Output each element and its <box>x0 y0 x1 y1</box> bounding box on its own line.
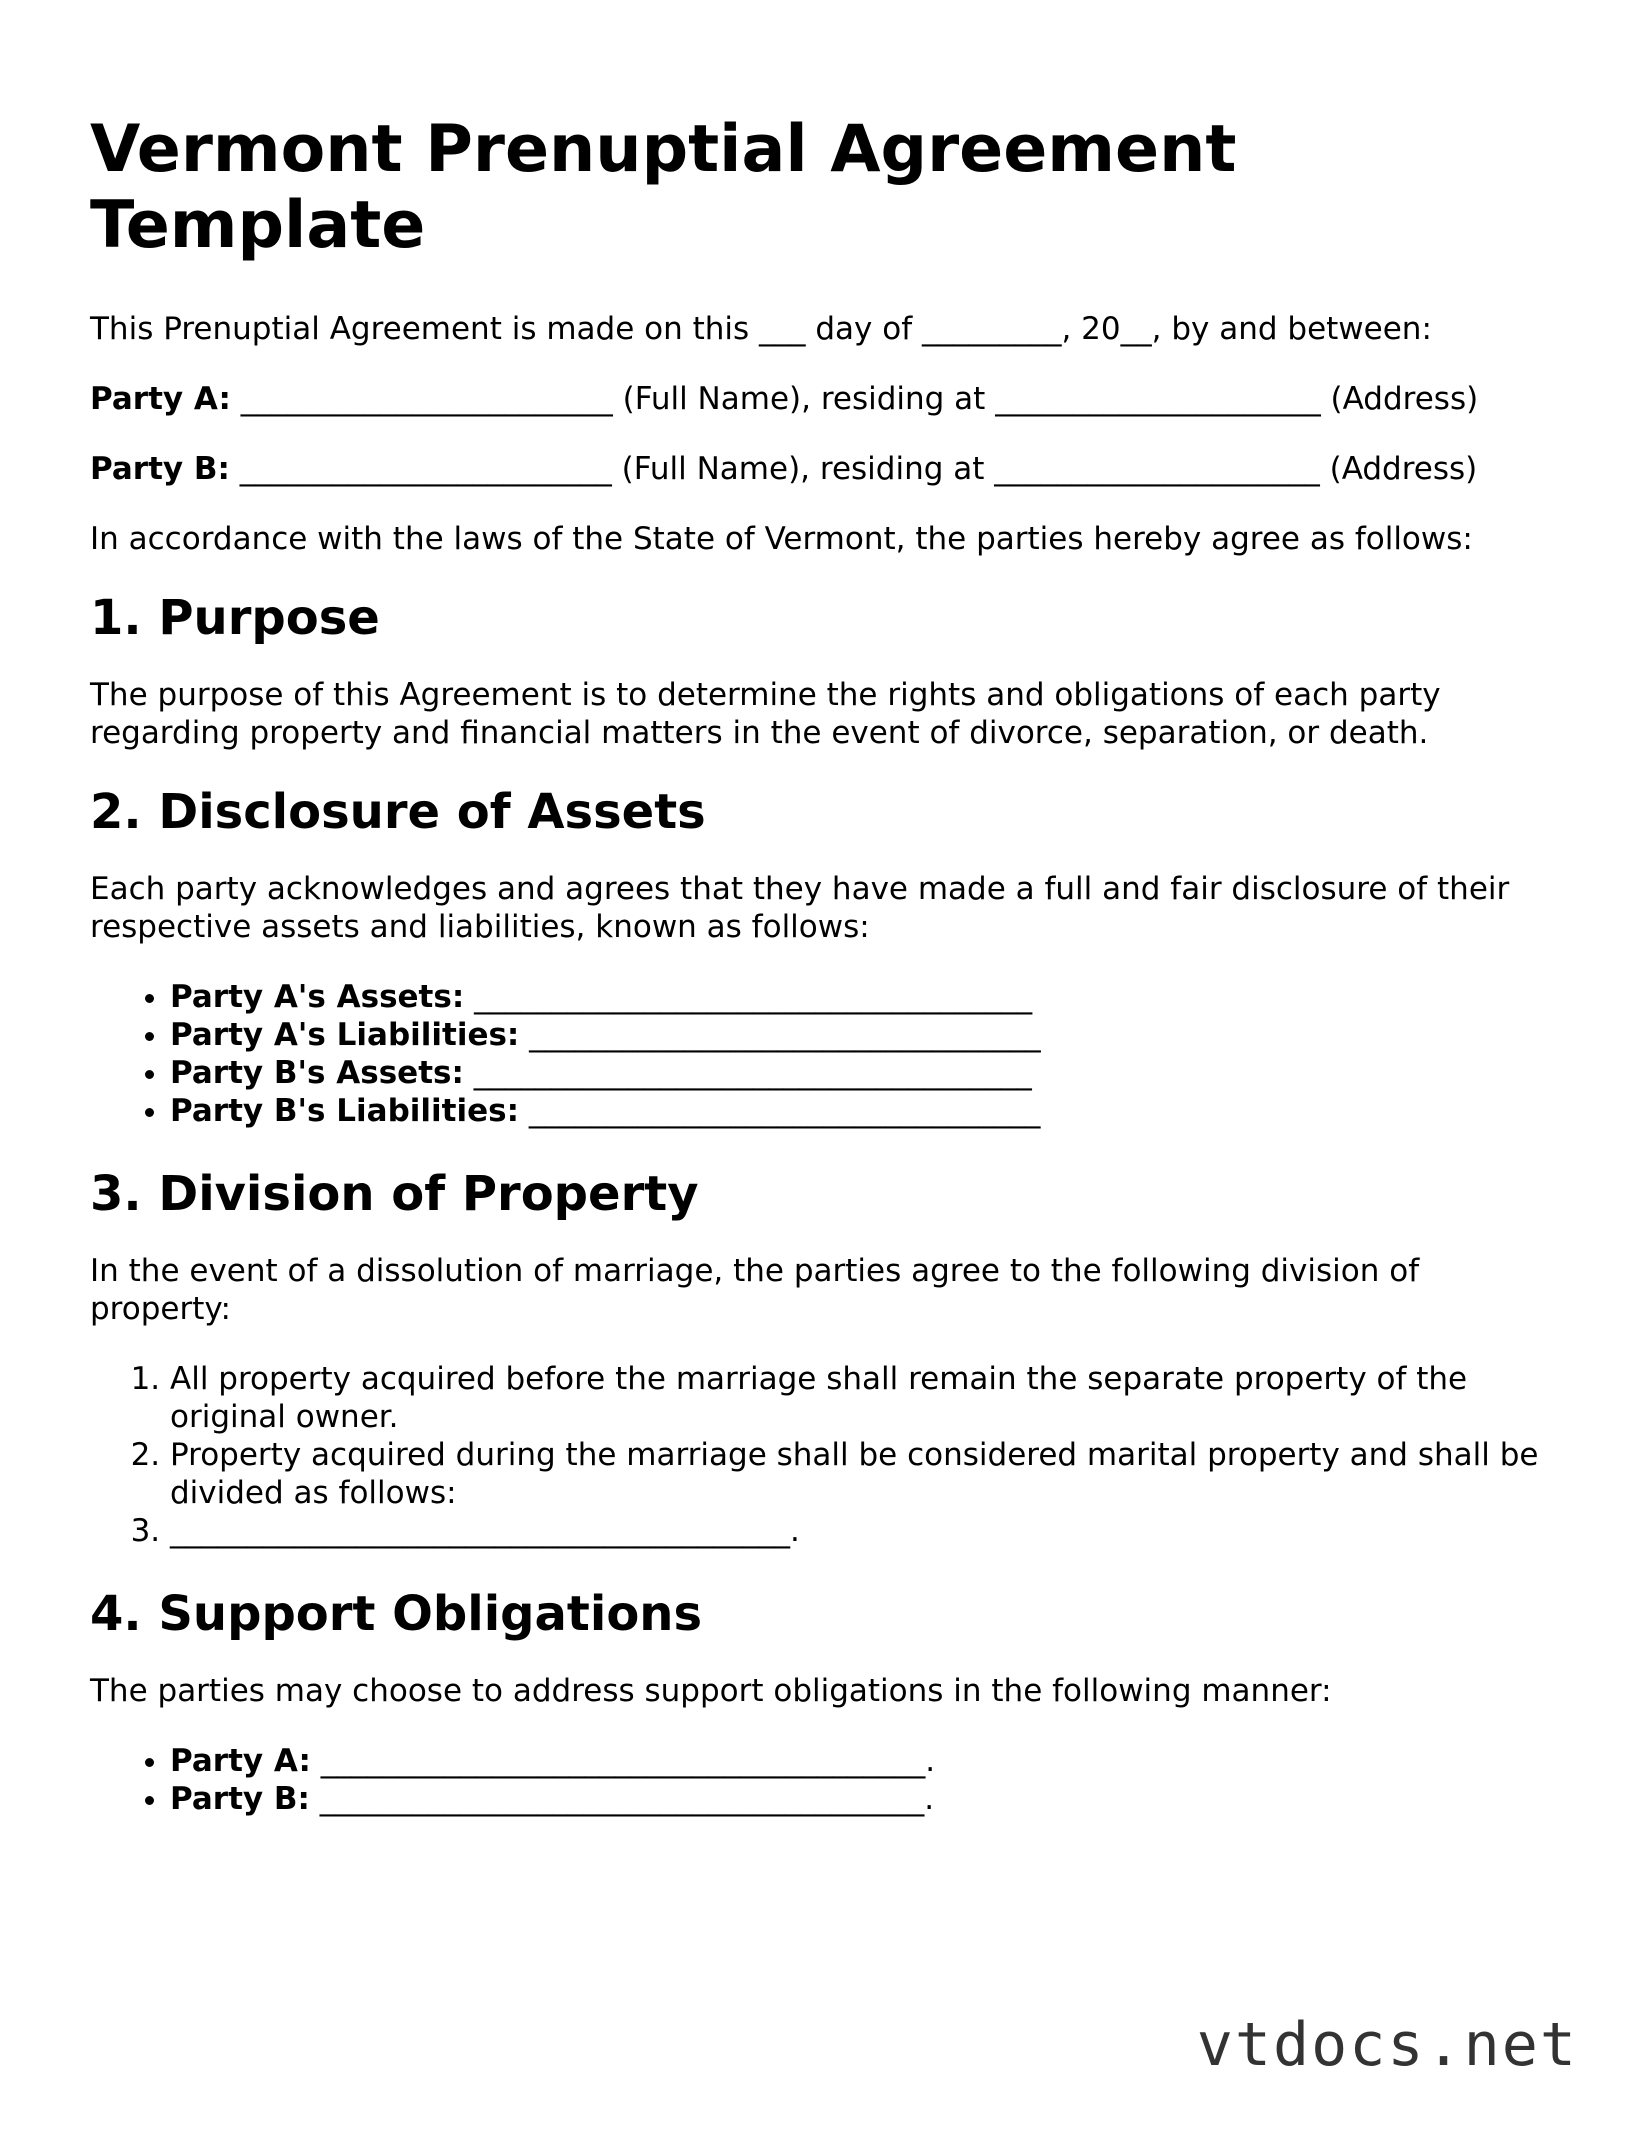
document-page <box>90 112 1560 1854</box>
section-support-heading: 4. Support Obligations <box>90 1586 703 1642</box>
party-b-label: Party B: <box>90 451 230 487</box>
list-item <box>170 1742 1560 1780</box>
party-b-line <box>90 450 1560 488</box>
section-disclosure-heading: 2. Disclosure of Assets <box>90 784 706 840</box>
list-item <box>170 978 1560 1016</box>
list-item: 1. All property acquired before the marriage shall remain the separate property of the original owner. <box>170 1360 1560 1436</box>
list-item <box>170 1092 1560 1130</box>
accordance-paragraph: In accordance with the laws of the State of Vermont, the parties hereby agree as follows: <box>90 521 1473 557</box>
list-item <box>170 1016 1560 1054</box>
party-a-label: Party A: <box>90 381 231 417</box>
disclosure-list <box>90 978 1560 1130</box>
list-item <box>170 1054 1560 1092</box>
support-item-label: Party A: <box>170 1743 311 1779</box>
section-disclosure-body: Each party acknowledges and agrees that they have made a full and fair disclosure of their respective assets and liabilities, known as follows: <box>90 871 1510 945</box>
support-item-label: Party B: <box>170 1781 310 1817</box>
party-b-text: ________________________ (Full Name), residing at _____________________ (Address) <box>229 451 1478 487</box>
support-item-blank: _______________________________________. <box>309 1781 935 1817</box>
list-item: 2. Property acquired during the marriage shall be considered marital property and shall be divided as follows: <box>170 1436 1560 1512</box>
disclosure-item-blank: ____________________________________ <box>464 979 1033 1015</box>
intro-paragraph: This Prenuptial Agreement is made on this ___ day of _________, 20__, by and between: <box>90 311 1432 347</box>
section-purpose-body: The purpose of this Agreement is to determine the rights and obligations of each party regarding property and financial matters in the event of divorce, separation, or death. <box>90 677 1441 751</box>
division-list <box>90 1360 1560 1550</box>
disclosure-item-label: Party B's Assets: <box>170 1055 464 1091</box>
list-item <box>170 1780 1560 1818</box>
section-division-body: In the event of a dissolution of marriage, the parties agree to the following division of property: <box>90 1253 1420 1327</box>
support-item-blank: _______________________________________. <box>310 1743 936 1779</box>
document-title: Vermont Prenuptial Agreement Template <box>90 112 1237 263</box>
party-a-text: ________________________ (Full Name), residing at _____________________ (Address) <box>230 381 1479 417</box>
party-a-line <box>90 380 1560 418</box>
disclosure-item-label: Party B's Liabilities: <box>170 1093 519 1129</box>
section-division-heading: 3. Division of Property <box>90 1166 699 1222</box>
section-purpose-heading: 1. Purpose <box>90 590 380 646</box>
list-item: 3. ________________________________________. <box>170 1512 1560 1550</box>
disclosure-item-blank: ____________________________________ <box>463 1055 1032 1091</box>
disclosure-item-label: Party A's Liabilities: <box>170 1017 520 1053</box>
disclosure-item-blank: _________________________________ <box>518 1093 1041 1129</box>
disclosure-item-label: Party A's Assets: <box>170 979 465 1015</box>
watermark: vtdocs.net <box>1196 2010 1578 2080</box>
disclosure-item-blank: _________________________________ <box>519 1017 1041 1053</box>
section-support-body: The parties may choose to address support obligations in the following manner: <box>90 1673 1332 1709</box>
support-list <box>90 1742 1560 1818</box>
